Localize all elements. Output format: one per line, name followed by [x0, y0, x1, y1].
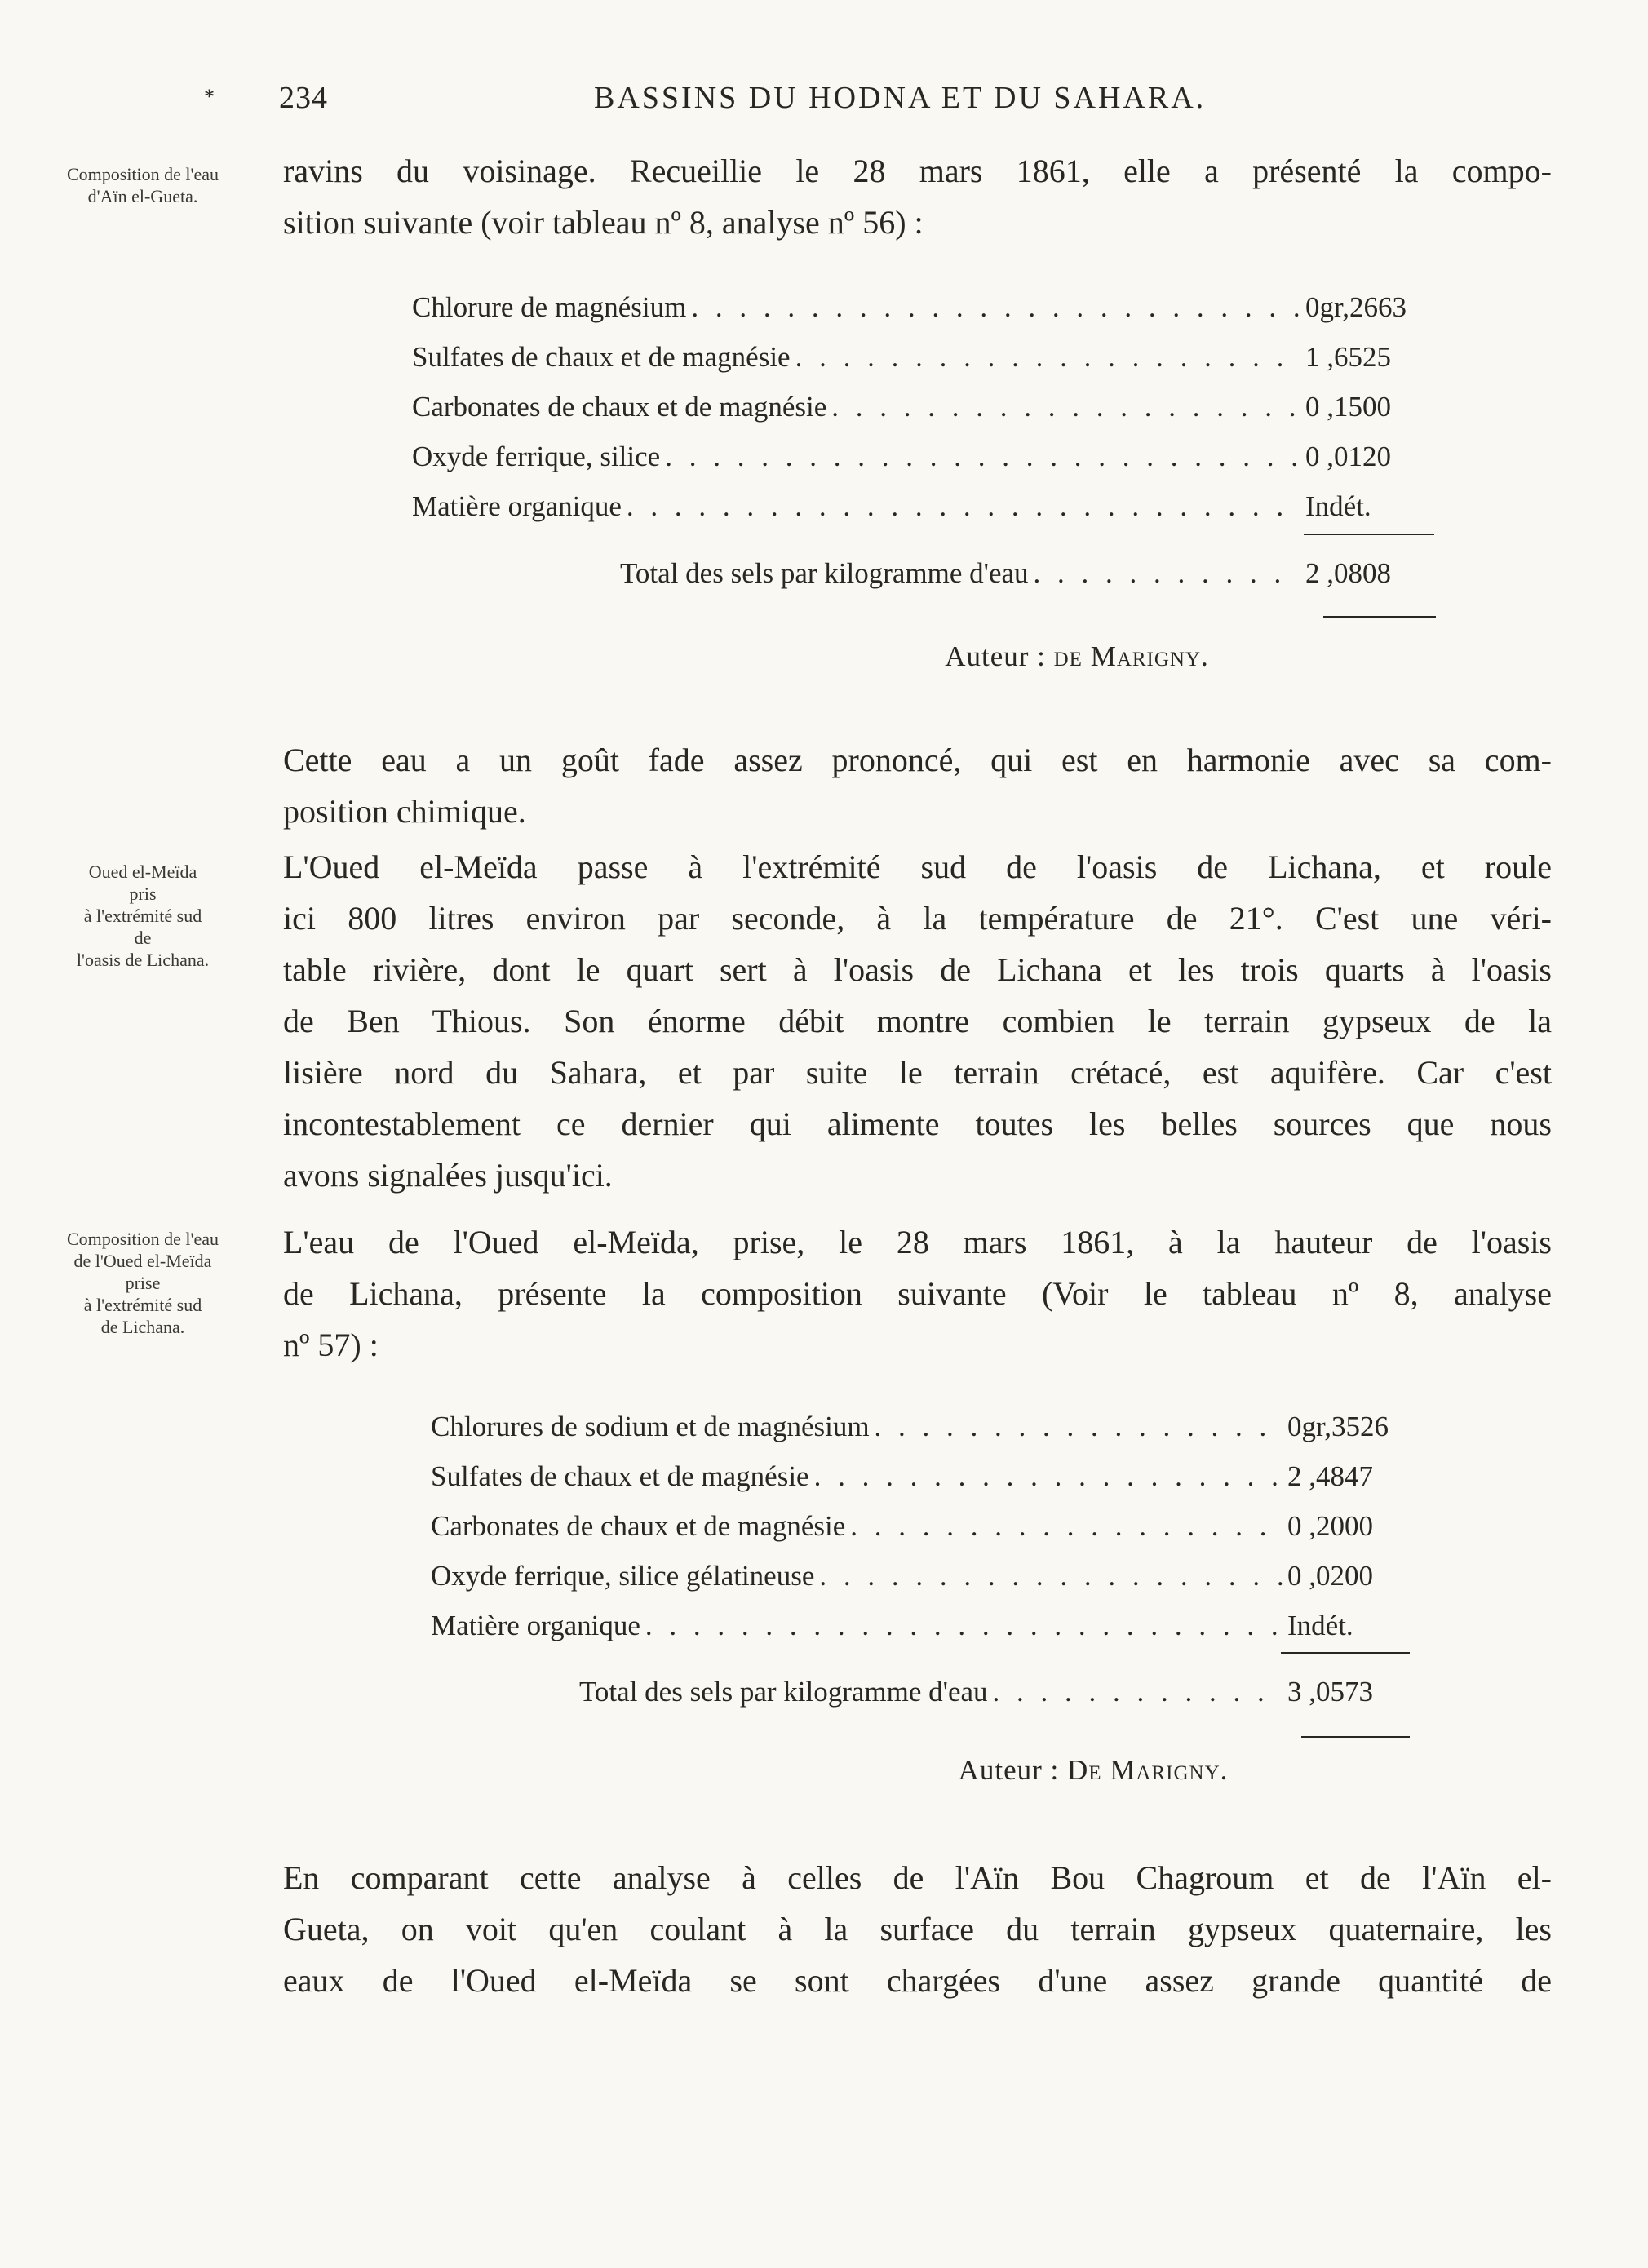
margin-note-line: à l'extrémité sud — [83, 906, 202, 926]
text-line: table rivière, dont le quart sert à l'oasis de Lichana et les trois quarts à l'oasis — [283, 951, 1552, 988]
total-rule — [1323, 616, 1436, 618]
page-number: 234 — [279, 81, 328, 115]
asterisk-mark: * — [204, 85, 215, 109]
dot-leader — [1034, 548, 1300, 598]
total-row — [579, 1667, 1410, 1717]
total-line — [579, 1667, 1410, 1717]
margin-note-3 — [45, 1228, 241, 1338]
subtotal-rule — [1281, 1652, 1410, 1654]
paragraph-1 — [283, 145, 1552, 248]
row-value: 0 ,0120 — [1305, 441, 1391, 472]
text-line: position chimique. — [283, 793, 526, 830]
dot-leader — [993, 1667, 1283, 1717]
row-value: 0 ,2000 — [1287, 1510, 1373, 1542]
row-label: Sulfates de chaux et de magnésie — [431, 1460, 809, 1492]
row-label: Oxyde ferrique, silice gélatineuse — [431, 1560, 815, 1592]
margin-note-1 — [45, 163, 241, 207]
analysis-table-2 — [431, 1402, 1410, 1650]
table-row — [431, 1402, 1410, 1451]
text-line: ici 800 litres environ par seconde, à la température de 21°. C'est une véri- — [283, 900, 1552, 937]
row-value: Indét. — [1287, 1610, 1353, 1641]
margin-note-line: de Lichana. — [100, 1317, 185, 1337]
margin-note-line: prise — [125, 1273, 161, 1293]
text-line: nº 57) : — [283, 1327, 379, 1363]
table-row — [412, 282, 1428, 332]
subtotal-rule — [1304, 534, 1434, 535]
text-line: L'Oued el-Meïda passe à l'extrémité sud de l'oasis de Lichana, et roule — [283, 848, 1552, 885]
row-label: Matière organique — [412, 490, 622, 522]
author-prefix: Auteur : — [958, 1754, 1068, 1786]
table-row — [412, 382, 1428, 432]
margin-note-line: Composition de l'eau — [66, 1229, 219, 1249]
text-line: ravins du voisinage. Recueillie le 28 mars 1861, elle a présenté la compo- — [283, 153, 1552, 189]
row-value: 0gr,2663 — [1305, 291, 1407, 323]
text-line: eaux de l'Oued el-Meïda se sont chargées d'une assez grande quantité de — [283, 1962, 1552, 1999]
text-line: incontestablement ce dernier qui alimente toutes les belles sources que nous — [283, 1105, 1552, 1142]
margin-note-line: l'oasis de Lichana. — [76, 950, 210, 970]
dot-leader — [691, 282, 1300, 332]
table-row — [431, 1451, 1410, 1501]
text-line: avons signalées jusqu'ici. — [283, 1157, 613, 1194]
author-name: De Marigny. — [1067, 1754, 1229, 1786]
dot-leader — [831, 382, 1300, 432]
total-value: 2 ,0808 — [1305, 557, 1391, 589]
total-line — [620, 548, 1428, 598]
author-credit-2 — [848, 1754, 1338, 1787]
running-header — [204, 80, 1297, 121]
table-row — [431, 1601, 1410, 1650]
margin-note-line: d'Aïn el-Gueta. — [87, 186, 198, 206]
author-credit-1 — [832, 640, 1322, 673]
margin-note-line: Oued el-Meïda — [88, 862, 197, 882]
table-row — [412, 481, 1428, 531]
dot-leader — [795, 332, 1300, 382]
margin-note-line: pris — [129, 884, 157, 904]
margin-note-line: Composition de l'eau — [66, 164, 219, 184]
dot-leader — [627, 481, 1300, 531]
row-label: Carbonates de chaux et de magnésie — [412, 391, 827, 423]
author-name: de Marigny. — [1053, 640, 1209, 672]
analysis-table-1 — [412, 282, 1428, 531]
dot-leader — [850, 1501, 1283, 1551]
table-row — [412, 432, 1428, 481]
text-line: de Ben Thious. Son énorme débit montre combien le terrain gypseux de la — [283, 1003, 1552, 1039]
dot-leader — [665, 432, 1300, 481]
table-row — [431, 1551, 1410, 1601]
total-label: Total des sels par kilogramme d'eau — [620, 557, 1029, 589]
running-title: BASSINS DU HODNA ET DU SAHARA. — [594, 81, 1207, 115]
paragraph-5 — [283, 1852, 1552, 2006]
dot-leader — [819, 1551, 1283, 1601]
text-line: L'eau de l'Oued el-Meïda, prise, le 28 mars 1861, à la hauteur de l'oasis — [283, 1224, 1552, 1260]
text-line: Gueta, on voit qu'en coulant à la surface du terrain gypseux quaternaire, les — [283, 1911, 1552, 1947]
text-line: Cette eau a un goût fade assez prononcé, qui est en harmonie avec sa com- — [283, 742, 1552, 778]
table-row — [412, 332, 1428, 382]
row-label: Matière organique — [431, 1610, 640, 1641]
text-line: sition suivante (voir tableau nº 8, analyse nº 56) : — [283, 204, 924, 241]
dot-leader — [645, 1601, 1283, 1650]
dot-leader — [814, 1451, 1283, 1501]
row-label: Oxyde ferrique, silice — [412, 441, 661, 472]
row-label: Carbonates de chaux et de magnésie — [431, 1510, 846, 1542]
margin-note-2 — [45, 861, 241, 971]
margin-note-line: de l'Oued el-Meïda — [73, 1251, 212, 1271]
row-label: Chlorure de magnésium — [412, 291, 687, 323]
row-value: Indét. — [1305, 490, 1371, 522]
dot-leader — [875, 1402, 1283, 1451]
text-line: En comparant cette analyse à celles de l'Aïn Bou Chagroum et de l'Aïn el- — [283, 1859, 1552, 1896]
paragraph-4 — [283, 1216, 1552, 1371]
paragraph-3 — [283, 841, 1552, 1201]
row-value: 0gr,3526 — [1287, 1411, 1389, 1442]
total-rule — [1301, 1736, 1410, 1738]
table-row — [431, 1501, 1410, 1551]
row-value: 0 ,0200 — [1287, 1560, 1373, 1592]
total-value: 3 ,0573 — [1287, 1676, 1373, 1708]
row-label: Sulfates de chaux et de magnésie — [412, 341, 791, 373]
row-value: 0 ,1500 — [1305, 391, 1391, 423]
row-value: 1 ,6525 — [1305, 341, 1391, 373]
paragraph-2 — [283, 734, 1552, 837]
row-value: 2 ,4847 — [1287, 1460, 1373, 1492]
row-label: Chlorures de sodium et de magnésium — [431, 1411, 870, 1442]
text-line: de Lichana, présente la composition suivante (Voir le tableau nº 8, analyse — [283, 1275, 1552, 1312]
total-row — [620, 548, 1428, 598]
text-line: lisière nord du Sahara, et par suite le terrain crétacé, est aquifère. Car c'est — [283, 1054, 1552, 1091]
author-prefix: Auteur : — [945, 640, 1054, 672]
margin-note-line: à l'extrémité sud — [83, 1295, 202, 1315]
margin-note-line: de — [134, 928, 152, 948]
total-label: Total des sels par kilogramme d'eau — [579, 1676, 988, 1708]
